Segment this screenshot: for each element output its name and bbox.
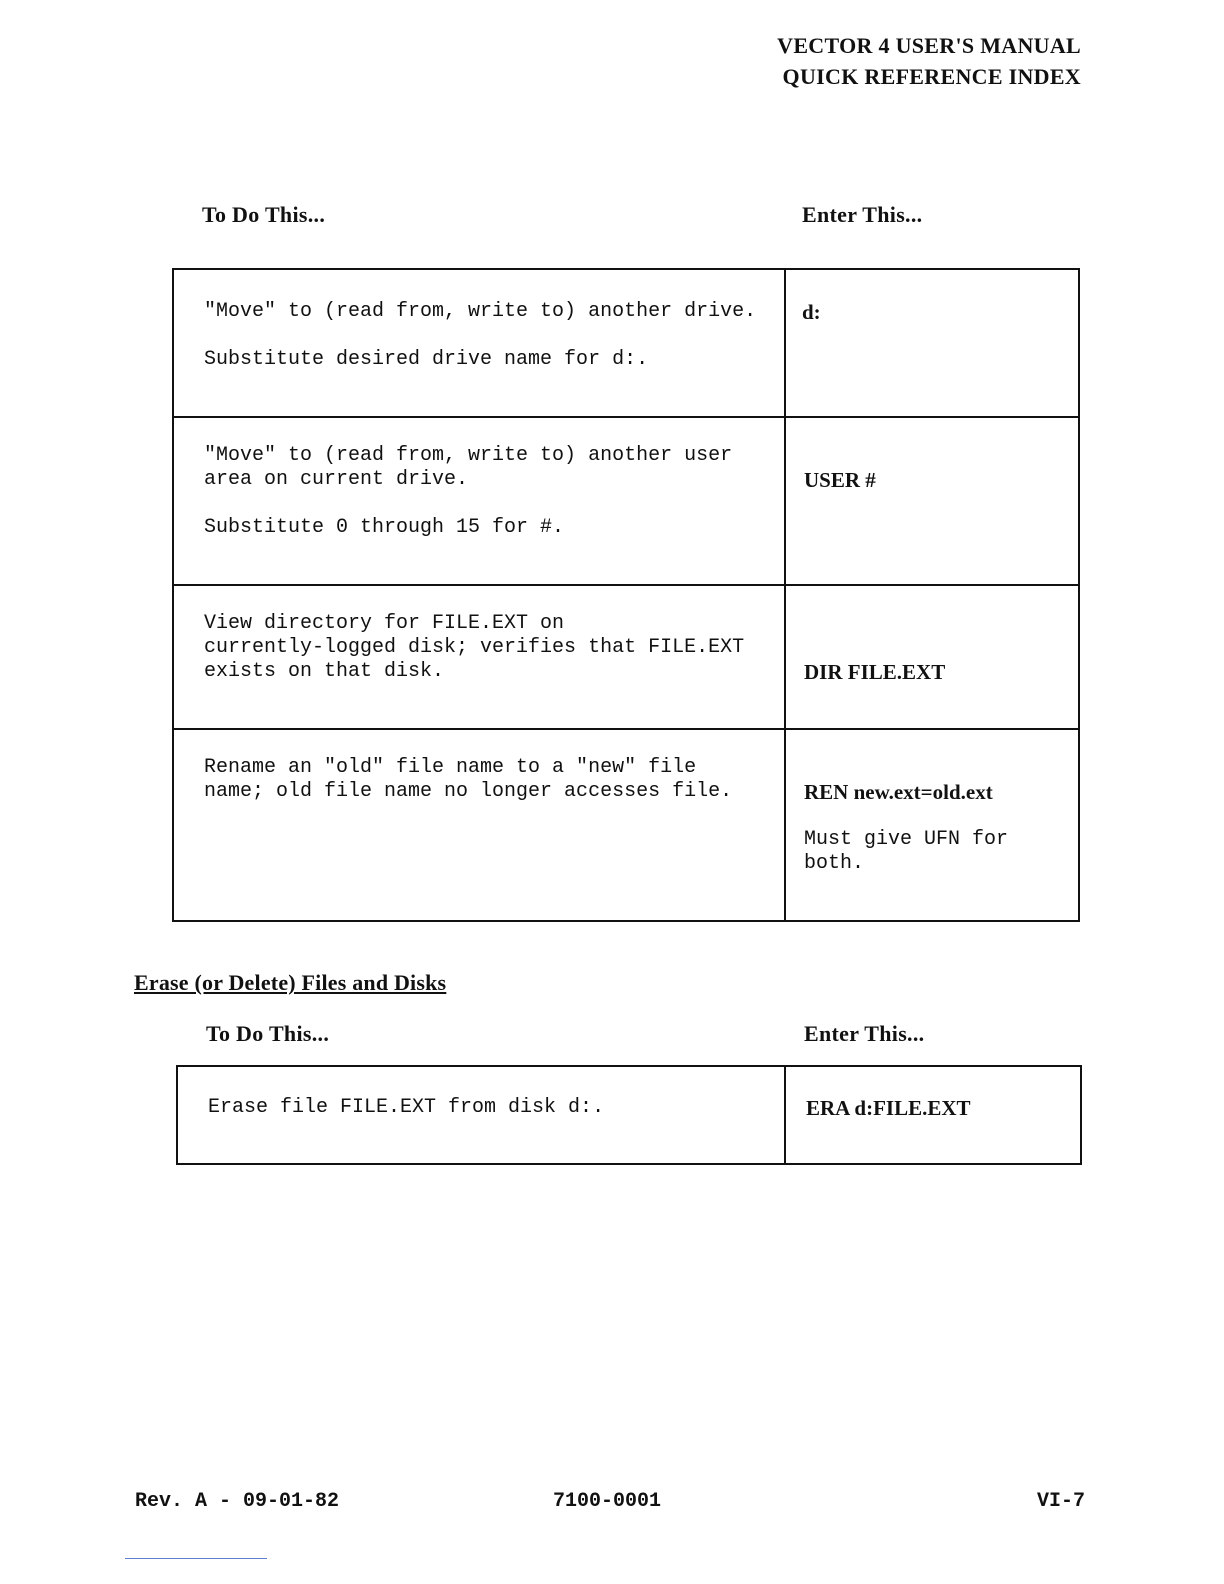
instruction-note: Substitute desired drive name for d:. [204,348,649,371]
column-heading-do: To Do This... [202,202,326,227]
revision-label: Rev. A - 09-01-82 [135,1490,340,1513]
manual-title: VECTOR 4 USER'S MANUAL [777,33,1081,58]
table-row [173,729,1079,921]
page-number: VI-7 [1036,1490,1085,1513]
do-cell [173,417,785,585]
enter-cell [785,269,1079,417]
table-row [173,585,1079,729]
column-heading-enter: Enter This... [802,202,923,227]
manual-header [777,30,1081,92]
erase-reference-table [176,1065,1082,1165]
section-heading-erase: Erase (or Delete) Files and Disks [134,970,447,995]
table-row [173,417,1079,585]
command-text: USER # [804,468,876,492]
section-title: QUICK REFERENCE INDEX [782,64,1081,89]
do-cell [177,1066,785,1164]
column-heading-do: To Do This... [206,1021,330,1046]
enter-cell [785,417,1079,585]
enter-cell [785,1066,1081,1164]
scan-artifact-line [125,1558,267,1559]
table-row [177,1066,1081,1164]
instruction-note: Substitute 0 through 15 for #. [204,516,565,539]
instruction-text: Erase file FILE.EXT from disk d:. [208,1096,605,1119]
enter-cell [785,729,1079,921]
table-row [173,269,1079,417]
do-cell [173,729,785,921]
do-cell [173,269,785,417]
instruction-text: View directory for FILE.EXT on currently-logged disk; verifies that FILE.EXT exists on that disk. [204,612,745,683]
instruction-text: Rename an "old" file name to a "new" file name; old file name no longer accesses file. [204,756,733,803]
enter-cell [785,585,1079,729]
do-cell [173,585,785,729]
quick-reference-table [172,268,1080,922]
column-heading-enter: Enter This... [804,1021,925,1046]
command-text: REN new.ext=old.ext [804,780,993,804]
command-note: Must give UFN for both. [804,828,1009,875]
command-text: ERA d:FILE.EXT [806,1096,971,1120]
command-text: DIR FILE.EXT [804,660,946,684]
command-text: d: [802,300,821,324]
instruction-text: "Move" to (read from, write to) another user area on current drive. [204,444,733,491]
document-number: 7100-0001 [553,1490,662,1513]
instruction-text: "Move" to (read from, write to) another drive. [204,300,757,323]
